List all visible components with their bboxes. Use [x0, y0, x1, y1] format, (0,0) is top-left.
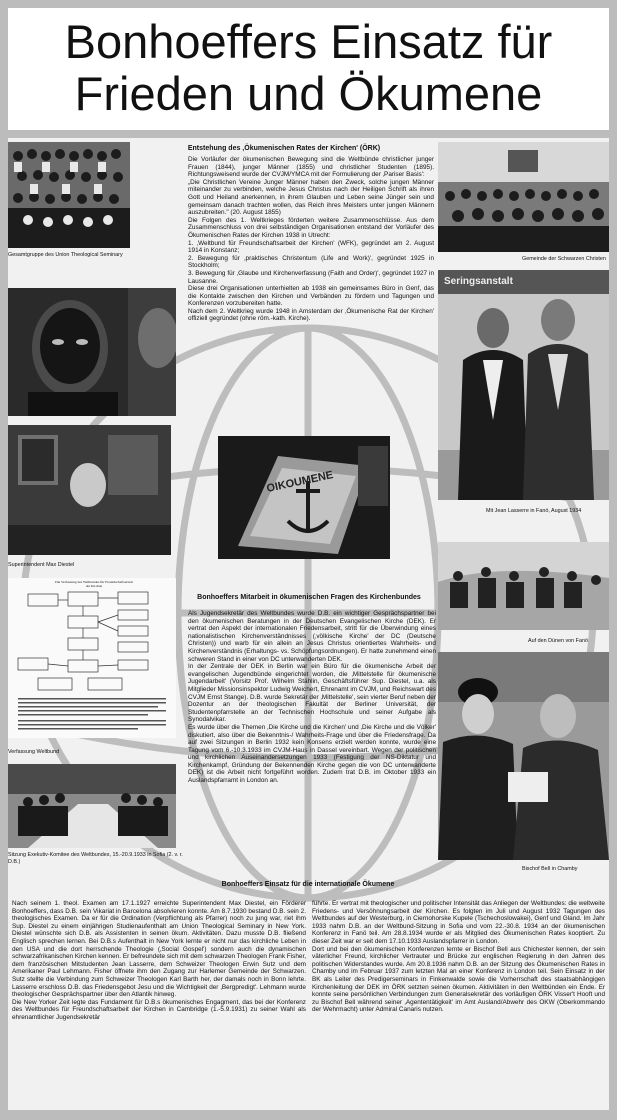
section1-paragraph: Diese drei Organisationen unterhielten ab 1938 ein gemeinsames Büro in Genf, das die Kontakte zwischen den Kirchen und Verbänden zu fördern und Tagungen und Konferenzen vorzubereiten hatte.: [188, 285, 434, 308]
caption-union: Gesamtgruppe des Union Theological Seminary: [8, 252, 123, 258]
caption-diestel: Superintendent Max Diestel: [8, 562, 75, 568]
caption-lasserre: Mit Jean Lasserre in Fanö, August 1934: [486, 508, 582, 514]
sign-text: Seringsanstalt: [444, 276, 513, 287]
section2-paragraph: Es wurde über die Themen ‚Die Kirche und die Kirchen' und ‚Die Kirche und die Völker' diskutiert, also über die Bekenntnis-/ Wahrheits-Frage und über die Friedensfrage. Da auf zwei Sitzungen in Berlin 1932 kein Konsens erzielt werden konnte, wurde eine Tagung vom 6.-10.3.1933 im CVJM-Haus in Dassel vereinbart. Wegen der politischen und kirchlichen Auseinandersetzungen 1933 (Festigung der NS-Diktatur und Kirchenkampf, Gründung der Bekennenden Kirche gegen die von DC unterwanderte DEK) ist die Arbeit nicht fortgeführt worden. Zudem trat D.B. im Oktober 1933 ein Auslandspfarramt in London an.: [188, 723, 436, 785]
section1-paragraph: Die Folgen des 1. Weltkrieges förderten weitere Zusammenschlüsse. Aus dem Zusammenschluss von drei selbständigen Organisationen entstand der Vorläufer des Ökumenischen Rates der Kirchen 1938 in Utrecht:: [188, 216, 434, 239]
caption-duenen: Auf den Dünen von Fanö: [528, 638, 588, 644]
section1-paragraph: 1. ‚Weltbund für Freundschaftsarbeit der Kirchen' (WFK), gegründet am 2. August 1914 in Konstanz;: [188, 239, 434, 255]
title-banner: [8, 8, 609, 130]
content-panel: [8, 138, 609, 1110]
section2-paragraph: In der Zentrale der DEK in Berlin war ein Büro für die ökumenische Arbeit der evangelischen Jugendbünde eingerichtet worden, die ‚Mittelstelle für ökumenische Jugendarbeit' (Vorsitz Prof. Wilhelm Stählin, Geschäftsführer Sup. Diestel, u.a. als Mitglieder Missionsinspektor Ludwig Weichert, Ehrenamt im CVJM, und Reichswart des CVJM Ernst Stange). D.B. wurde Sekretär der ‚Mittelstelle', sein vierter Beruf neben der Dozentur an der theologischen Fakultät der Berliner Universität, der Studentenpfarrstelle an der Technischen Hochschule und seiner Aufgabe als Synodalvikar.: [188, 663, 436, 724]
caption-sofia: Sitzung Exekutiv-Komitee des Weltbundes, 15.-20.9.1933 in Sofia (2. v. r. D.B.): [8, 852, 183, 865]
photo-fanoe-dunes: [438, 542, 609, 630]
section3-paragraph: Dort und bei den ökumenischen Konferenzen lernte er Bischof Bell aus Chichester kennen, der sein väterlicher Freund, kirchlicher Vertrauter und Brücke zur englischen Regierung in den Jahren des politischen Widerstandes wurde. Am 20.8.1936 nahm D.B. an der Sitzung des Ökumenischen Rates in Chamby und im Februar 1937 zum letzten Mal an einer Konferenz in London teil. Sein Einsatz in der BK als Leiter des Predigerseminars in Finkenwalde sowie die Vorherrschaft des staatsabhängigen Kirchenleitung der DEK im ÖRK setzten seinen ökumen. Aktivitäten in den Weltbünden ein Ende. Er konnte seine persönlichen Verbindungen zum Generalsekretär des vorläufigen ÖRK Visser't Hooft und zu Bischof Bell während seiner ‚Agententätigkeit' im Amt Ausland/Abwehr des OKW (Oberkommando der Wehrmacht) unter Admiral Canaris nutzen.: [312, 945, 605, 1014]
diagram-title: Die Verfassung des Weltbundes für Freundschaftsarbeit der Kirchen: [55, 580, 133, 588]
section1-paragraph: Nach dem 2. Weltkrieg wurde 1948 in Amsterdam der ‚Ökumenische Rat der Kirchen' offiziell gegründet (ohne röm.-kath. Kirche).: [188, 307, 434, 323]
oikoumene-text: OIKOUMENE: [265, 469, 335, 495]
photo-lasserre-fanoe: [438, 270, 609, 500]
section1-paragraph: 2. Bewegung für ‚praktisches Christentum (Life and Work)', gegründet 1925 in Stockholm;: [188, 254, 434, 270]
photo-max-diestel: [8, 425, 171, 555]
photo-frank-fisher: [8, 288, 176, 416]
section3-paragraph: führte. Er vertrat mit theologischer und politischer Intensität das Anliegen der Weltbundes: die weltweite Friedens- und Versöhnungsarbeit der Kirchen. Es folgten im Juli und August 1932 Tagungen des Weltbundes auf der Westerburg, in Ciernohorske Kupele (Tschechoslowakei), Genf und Gland. Im Jahr 1933 nahm D.B. an der Weltbund-Sitzung in Sofia und vom 22.-30.8. 1934 an der ökumenischen Konferenz in Fanö teil. Am 28.8.1934 wurde er als Mitglied des Ökumenischen Rates kooptiert. Zu dieser Zeit war er seit dem 17.10.1933 Auslandspfarrer in London.: [312, 900, 605, 945]
section2-heading: Bonhoeffers Mitarbeit in ökumenischen Fragen des Kirchenbundes: [197, 594, 421, 601]
section1-paragraph: Die Vorläufer der ökumenischen Bewegung sind die Weltbünde christlicher junger Frauen (1844), junger Männer (1855) und christlicher Studenten (1895). Richtungsweisend wurde der CVJM/YMCA mit der Formulierung der ‚Pariser Basis':: [188, 156, 434, 179]
section1-text: [188, 156, 434, 323]
title-line-1: Bonhoeffers Einsatz für: [64, 15, 553, 68]
section1-heading: Entstehung des ‚Ökumenischen Rates der Kirchen' (ÖRK): [187, 145, 381, 152]
photo-verfassung-diagram: [8, 578, 176, 738]
photo-oikoumene-emblem: [218, 436, 390, 559]
section3-paragraph: Die New Yorker Zeit legte das Fundament für D.B.s ökumenisches Engagment, das bei der Konferenz des Weltbundes für Freundschaftsarbeit der Kirchen in Cambridge (1.-5.9.1931) zu seiner Wahl als ehrenamtlicher Jugendsekretär: [12, 998, 306, 1021]
section3-column-1: [12, 900, 306, 1022]
caption-verfassung: Verfassung Weltbund: [8, 749, 60, 755]
title-line-2: Frieden und Ökumene: [74, 67, 543, 120]
photo-union-seminary: [8, 142, 130, 248]
section3-paragraph: Nach seinem 1. theol. Examen am 17.1.1927 erreichte Superintendent Max Diestel, ein Förderer Bonhoeffers, dass D.B. sein Vikariat in Barcelona absolvieren konnte. Am 8.7.1930 bestand D.B. sein 2. theologisches Examen. Da er für die Ordination (Verpflichtung als Pfarrer) noch zu jung war, riet ihm Sup. Diestel zu einem einjährigen Studienaufenthalt am Union Theological Seminary in New York. Diestel wünschte sich D.B. als Assistenten in seinen ökum. Aktivitäten. Dazu musste D.B. fließend Englisch sprechen lernen. Bei D.B.s Aufenthalt in New York lernte er nicht nur das kirchliche Leben in den USA und die dort herrschende Theologie (‚Social Gospel') sondern auch die dynamischen schwarzafrikanischen Kirchen kennen. Er befreundete sich mit dem schwarzen Theologen Frank Fisher, dem französischen Mitstudenten Jean Lasserre, dem Schweizer Theologen Erwin Sutz und dem Amerikaner Paul Lehmann. Fisher öffnete ihm den Zugang zur Harlemer Gemeinde der Schwarzen. Sutz stellte die Verbindung zum Schweizer Theologen Karl Barth her, der damals noch in Bonn lehrte. Lasserre erschloss D.B. das Friedensgebot Jesu und die Wichtigkeit der ‚Bergpredigt'. Lehmann wurde theologischer Gesprächspartner über den Atlantik hinweg.: [12, 900, 306, 999]
caption-bell: Bischof Bell in Chamby: [522, 866, 578, 872]
photo-black-church: [438, 142, 609, 252]
section1-paragraph: 3. Bewegung für ‚Glaube und Kirchenverfassung (Faith and Order)', gegründet 1927 in Lausanne.: [188, 269, 434, 285]
poster-title: [8, 16, 609, 120]
section3-heading: Bonhoeffers Einsatz für die internationale Ökumene: [221, 881, 395, 888]
section1-paragraph: „Die Christlichen Vereine Junger Männer haben den Zweck, solche jungen Männer miteinander zu verbinden, welche Jesus Christus nach der Heiligen Schrift als ihren Gott und Heiland anerkennen, in ihrem Glauben und Leben seine Jünger sein und gemeinsam danach trachten wollen, das Reich ihres Meisters unter jungen Männern auszubreiten." (20. August 1855): [188, 178, 434, 217]
section2-paragraph: Als Jugendsekretär des Weltbundes wurde D.B. ein wichtiger Gesprächspartner bei den ökumenischen Beratungen in der Deutschen Evangelischen Kirche (DEK). Er vertrat den Aspekt der internationalen Friedensarbeit, stritt für die Überwindung eines nationalistischen Kirchenverständnisses (‚völkische Kirche' der DC (Deutsche Christen)) und warb für ein allein an Jesus Christus orientiertes Wahrheits- und Kirchenverständnis (Erhaltungs- vs. Schöpfungsordnungen). Er hatte zunehmend einen schweren Stand in einer von DC unterwanderten DEK.: [188, 610, 436, 663]
caption-gemeinde: Gemeinde der Schwarzen Christen: [522, 256, 606, 262]
section2-text: [188, 610, 436, 785]
photo-sofia-committee: [8, 764, 176, 848]
section3-column-2: [312, 900, 605, 1014]
photo-bishop-bell: [438, 652, 609, 860]
